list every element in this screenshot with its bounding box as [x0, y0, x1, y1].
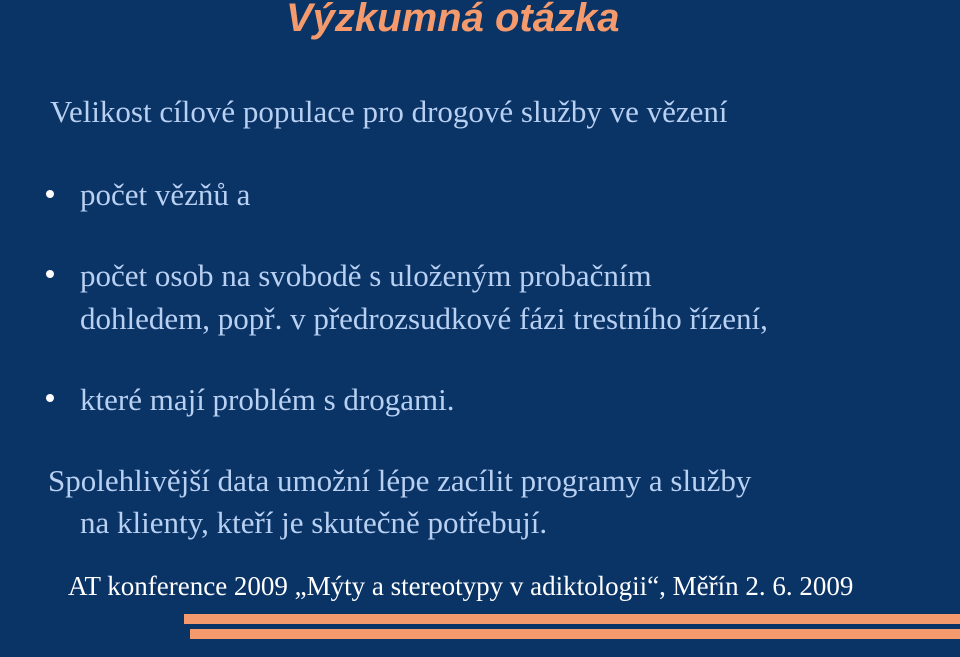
accent-bar-bottom	[190, 629, 960, 639]
conclusion-line-1: Spolehlivější data umožní lépe zacílit programy a služby	[48, 463, 752, 498]
bullet-icon	[46, 394, 54, 402]
footer-text: AT konference 2009 „Mýty a stereotypy v adiktologii“, Měřín 2. 6. 2009	[68, 571, 854, 601]
bullet-item-3: které mají problém s drogami.	[80, 382, 455, 417]
bullet-item-2: počet osob na svobodě s uloženým probačním	[80, 258, 652, 293]
bullet-item-2-continuation: dohledem, popř. v předrozsudkové fázi trestního řízení,	[80, 301, 768, 336]
bullet-item-1: počet vězňů a	[80, 177, 251, 212]
conclusion-line-2: na klienty, kteří je skutečně potřebují.	[80, 505, 548, 540]
bullet-icon	[46, 190, 54, 198]
bullet-icon	[46, 270, 54, 278]
slide-title: Výzkumná otázka	[286, 0, 620, 40]
intro-text: Velikost cílové populace pro drogové služby ve vězení	[50, 94, 728, 129]
accent-bar-top	[184, 614, 960, 624]
